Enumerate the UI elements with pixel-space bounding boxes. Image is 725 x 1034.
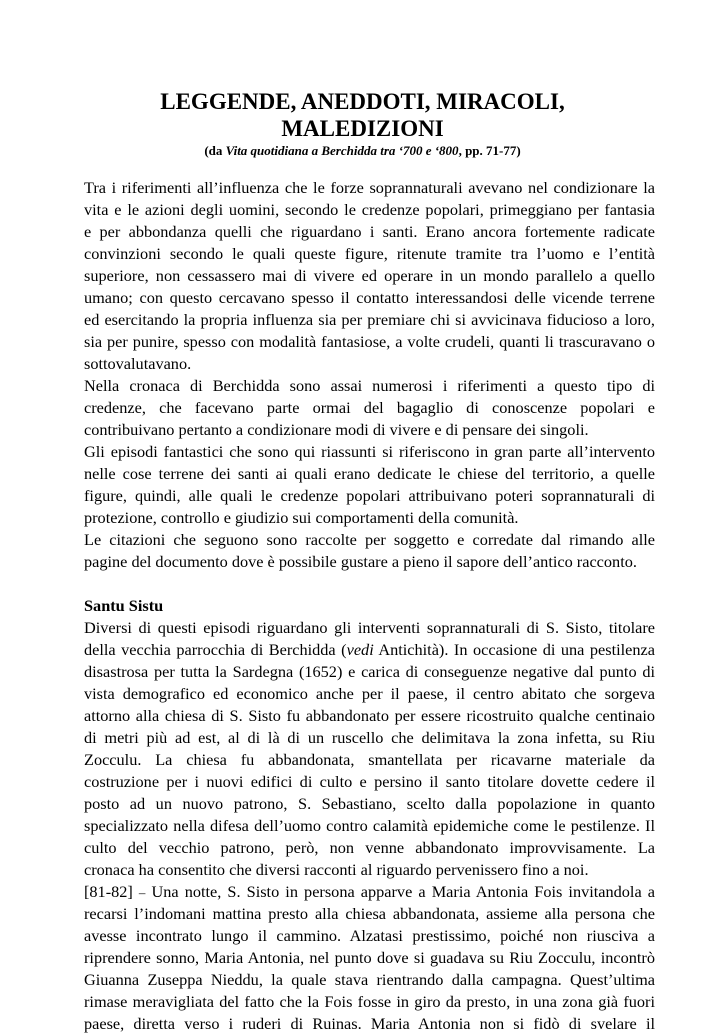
text-line: avesse incontrato lungo il cammino. Alzatasi prestissimo, poiché non riusciva a — [84, 926, 655, 945]
text-line: sia per punire, spesso con modalità fantasiose, a volte crudeli, quanti li trascuravano o — [84, 332, 655, 351]
text-line: recarsi l’indomani mattina presto alla chiesa abbandonata, assieme alla persona che — [84, 904, 655, 923]
cross-reference-vedi: vedi — [346, 640, 374, 659]
text-line: di metri più ad est, al di là di un ruscello che delimitava la zona infetta, su Riu — [84, 728, 655, 747]
source-citation-pre: (da — [204, 143, 226, 158]
document-title-line-1: LEGGENDE, ANEDDOTI, MIRACOLI, — [160, 89, 565, 114]
text-line: protezione, controllo e giudizio sui comportamenti della comunità. — [84, 508, 519, 527]
text-line-mixed — [84, 640, 655, 660]
text-line-part: Antichità). In occasione di una pestilenza — [373, 640, 655, 659]
source-citation-work: Vita quotidiana a Berchidda tra ‘700 e ‘800 — [225, 143, 459, 158]
text-line-mixed — [84, 882, 655, 903]
text-line: e per abbondanza quelli che riguardano i santi. Erano ancora fortemente radicate — [84, 222, 655, 241]
page-reference: [81-82] — [84, 882, 139, 901]
text-line: Gli episodi fantastici che sono qui riassunti si riferiscono in gran parte all’intervento — [84, 442, 655, 461]
text-line: ed esercitando la propria influenza sia per premiare chi si avvicinava fiducioso a loro, — [84, 310, 655, 329]
text-line: Tra i riferimenti all’influenza che le forze soprannaturali avevano nel condizionare la — [84, 178, 655, 197]
text-line: vita e le azioni degli uomini, secondo le credenze popolari, primeggiano per fantasia — [84, 200, 655, 219]
text-line: superiore, non cessassero mai di vivere ed operare in un mondo parallelo a quello — [84, 266, 655, 285]
text-line: Diversi di questi episodi riguardano gli interventi soprannaturali di S. Sisto, titolare — [84, 618, 655, 637]
text-line: nelle cose terrene dei santi ai quali erano dedicate le chiese del territorio, a quelle — [84, 464, 655, 483]
source-citation-post: , pp. 71-77) — [458, 143, 521, 158]
text-line: figure, quindi, alle quali le credenze popolari attribuivano poteri soprannaturali di — [84, 486, 655, 505]
text-line: posto ad un nuovo patrono, S. Sebastiano, scelto dalla popolazione in quanto — [84, 794, 655, 813]
text-line: riprendere sonno, Maria Antonia, nel punto dove si guadava su Riu Zocculu, incontrò — [84, 948, 655, 967]
text-line: attorno alla chiesa di S. Sisto fu abbandonato per essere ricostruito qualche centinaio — [84, 706, 655, 725]
text-line: sottovalutavano. — [84, 354, 192, 373]
text-line: Zocculu. La chiesa fu abbandonata, smantellata per ricavarne materiale da — [84, 750, 655, 769]
document-title-line-2: MALEDIZIONI — [281, 116, 444, 141]
text-line: umano; con questo cercavano spesso il contatto interessandosi delle vicende terrene — [84, 288, 655, 307]
text-line: Nella cronaca di Berchidda sono assai numerosi i riferimenti a questo tipo di — [84, 376, 655, 395]
text-line: costruzione per i nuovi edifici di culto e persino il santo titolare dovette cedere il — [84, 772, 655, 791]
text-line: paese, diretta verso i ruderi di Ruinas. Maria Antonia non si fidò di svelare il — [84, 1014, 655, 1033]
text-line: cronaca ha consentito che diversi racconti al riguardo pervenissero fino a noi. — [84, 860, 589, 879]
section-heading: Santu Sistu — [84, 596, 164, 615]
text-line: vista demografico ed economico anche per il paese, il centro abitato che sorgeva — [84, 684, 655, 703]
text-line: Le citazioni che seguono sono raccolte per soggetto e corredate dal rimando alle — [84, 530, 655, 549]
text-line: specializzato nella difesa dell’uomo contro calamità epidemiche come le pestilenze. Il — [84, 816, 655, 835]
text-line: disastrosa per tutta la Sardegna (1652) e carica di conseguenze negative dal punto di — [84, 662, 655, 681]
text-line: pagine del documento dove è possibile gustare a pieno il sapore dell’antico racconto. — [84, 552, 637, 571]
text-line: culto del vecchio patrono, però, non venne abbandonato improvvisamente. La — [84, 838, 655, 857]
text-line: credenze, che facevano parte ormai del bagaglio di conoscenze popolari e — [84, 398, 655, 417]
text-line: convinzioni secondo le quali queste figure, ritenute tramite tra l’uomo e l’entità — [84, 244, 655, 263]
text-line-part: Una notte, S. Sisto in persona apparve a Maria Antonia Fois invitandola a — [145, 882, 655, 901]
text-line: rimase meravigliata del fatto che la Fois fosse in giro da presto, in una zona già fuori — [84, 992, 655, 1011]
text-line-part: della vecchia parrocchia di Berchidda ( — [84, 640, 347, 659]
text-line: contribuivano pertanto a condizionare modi di vivere e di pensare dei singoli. — [84, 420, 589, 439]
dash: – — [138, 885, 146, 900]
source-citation — [0, 142, 725, 159]
text-line: Giuanna Zuseppa Nieddu, la quale stava rientrando dalla campagna. Quest’ultima — [84, 970, 655, 989]
